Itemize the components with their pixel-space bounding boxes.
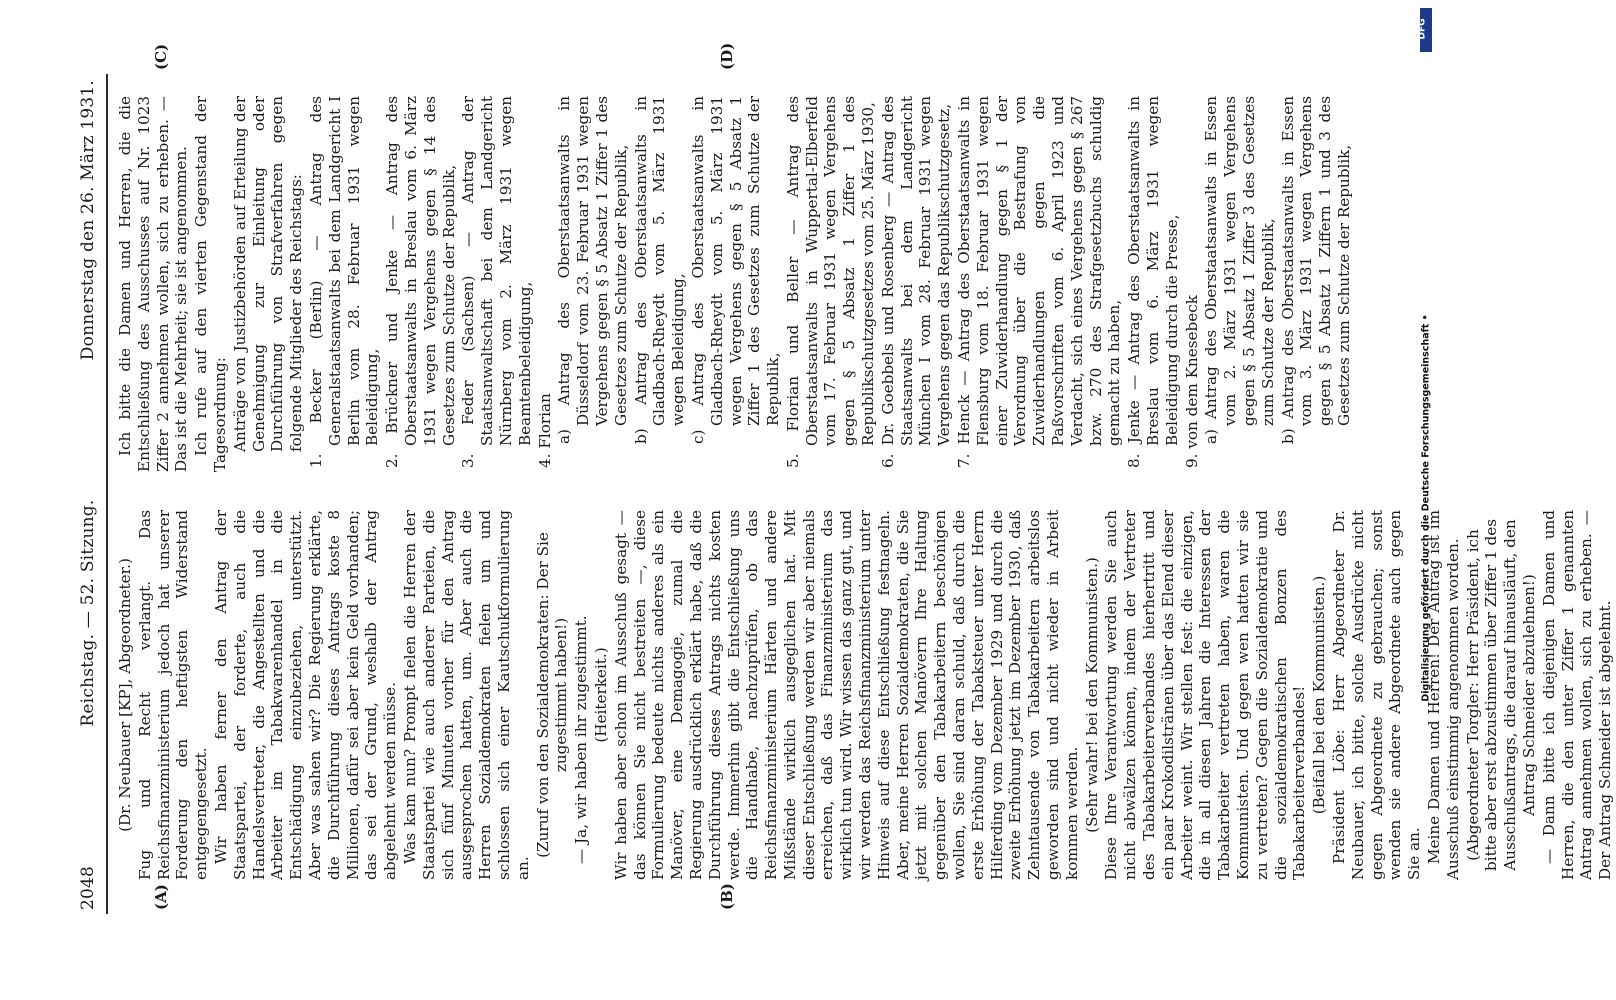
left-column-paragraph: Fug und Recht verlangt. Das Reichsfinanzministerium jedoch hat unserer Forderung den heftigsten Widerstand entgegengesetzt. [135,510,211,880]
right-column-paragraph: 8. Jenke — Antrag des Oberstaatsanwalts in Breslau vom 6. März 1931 wegen Beleidigung durch die Presse, [1125,96,1181,468]
right-column-paragraph: 5. Florian und Beller — Antrag des Oberstaatsanwalts in Wuppertal-Elberfeld vom 17. Februar 1931 wegen Vergehens gegen § 5 Absatz 1 Ziffer 1 des Republikschutzgesetzes vom 25. März 1930, [783,96,878,468]
left-column-paragraph: Wir haben aber schon im Ausschuß gesagt — das können Sie nicht bestreiten —, diese Formulierung bedeute nichts anderes als ein Manöver, eine Demagogie, zumal die Regierung ausdrücklich erklärt habe, daß die Durchführung dieses Antrags nichts kosten werde. Immerhin gibt die Entschließung uns die Handhabe, nachzuprüfen, ob das Reichsfinanzministerium Härten und andere Mißstände wirklich ausgeglichen hat. Mit dieser Entschließung werden wir aber niemals erreichen, daß das Finanzministerium das wirklich tun wird. Wir wissen das ganz gut, und wir werden das Reichsfinanzministerium unter Hinweis auf diese Entschließung festnageln. Aber, meine Herren Sozialdemokraten, die Sie jetzt mit solchen Manövern Ihre Haltung gegenüber den Tabakarbeitern beschönigen wollen, Sie sind daran schuld, daß durch die erste Erhöhung der Tabaksteuer unter Herrn Hilferding vom Dezember 1929 und durch die zweite Erhöhung jetzt im Dezember 1930, daß Zehntausende von Tabakarbeitern arbeitslos geworden sind und nicht wieder in Arbeit kommen werden. [611,510,1081,880]
right-column-paragraph: 6. Dr. Goebbels und Rosenberg — Antrag des Staatsanwalts bei dem Landgericht München I vom 28. Februar 1931 wegen Vergehens gegen das Republikschutzgesetz, [878,96,954,468]
left-column-paragraph: (Sehr wahr! bei den Kommunisten.) [1082,557,1101,833]
header-left-title: Reichstag. — 52. Sitzung. [78,499,98,727]
dfg-sidebar [1418,8,1434,998]
margin-letter-a: (A) [152,884,170,910]
left-column-paragraph: (Heiterkeit.) [591,647,610,743]
right-column [116,96,1355,472]
left-column-paragraph: — Dann bitte ich diejenigen Damen und Herren, die den unter Ziffer 1 genannten Antrag annehmen wollen, sich zu erheben. — Der Antrag Schneider ist abgelehnt. [1539,510,1615,880]
right-column-paragraph: 4. Florian [535,393,554,468]
right-column-paragraph: 3. Feder (Sachsen) — Antrag der Staatsanwaltschaft bei dem Landgericht Nürnberg vom 2. März 1931 wegen Beamtenbeleidigung, [459,96,534,468]
header-rule [106,74,108,914]
header-right-title: Donnerstag den 26. März 1931. [78,80,98,361]
right-column-paragraph: 7. Henck — Antrag des Oberstaatsanwalts in Flensburg vom 18. Februar 1931 wegen einer Zuwiderhandlung gegen § 1 der Verordnung über die Bestrafung von Zuwiderhandlungen gegen die Paßvorschriften vom 6. April 1923 und Verdacht, sich eines Vergehens gegen § 267 bzw. 270 des Strafgesetzbuchs schuldig gemacht zu haben, [955,96,1124,468]
left-column-paragraph: Meine Damen und Herren! Der Antrag ist im Ausschuß einstimmig angenommen worden. [1424,510,1462,880]
right-column-paragraph: Anträge von Justizbehörden auf Erteilung der Genehmigung zur Einleitung oder Durchführung von Strafverfahren gegen folgende Mitglieder des Reichstags: [230,96,306,452]
right-column-paragraph: b) Antrag des Oberstaatsanwalts in Gladbach-Rheydt vom 5. März 1931 wegen Beleidigung, [631,96,688,444]
left-column [116,510,1616,880]
dfg-logo [1417,8,1432,52]
right-column-paragraph: c) Antrag des Oberstaatsanwalts in Gladbach-Rheydt vom 5. März 1931 wegen Vergehens gegen § 5 Absatz 1 Ziffer 1 des Gesetzes zum Schutze der Republik, [688,96,783,444]
right-column-paragraph: Ich rufe auf den vierten Gegenstand der Tagesordnung: [192,96,229,472]
dfg-note-text: Digitalisierung gefördert durch die Deutsche Forschungsgemeinschaft • [1420,314,1432,702]
dfg-note [1419,58,1433,958]
right-column-paragraph: a) Antrag des Oberstaatsanwalts in Essen vom 2. März 1931 wegen Vergehens gegen § 5 Absatz 1 Ziffer 3 des Gesetzes zum Schutze der Republik, [1202,96,1277,444]
left-column-paragraph: — Ja, wir haben ihr zugestimmt. [572,615,591,864]
right-column-paragraph: 9. von dem Knesebeck [1182,295,1201,468]
right-column-paragraph: 2. Brückner und Jenke — Antrag des Oberstaatsanwalts in Breslau vom 6. März 1931 wegen Vergehens gegen § 14 des Gesetzes zum Schutze der Republik, [383,96,458,468]
dfg-logo-text: DFG [1417,18,1428,40]
left-column-paragraph: (Dr. Neubauer [KP], Abgeordneter.) [116,558,134,832]
margin-letter-c: (C) [152,43,170,70]
right-column-paragraph: a) Antrag des Oberstaatsanwalts in Düsseldorf vom 23. Februar 1931 wegen Vergehens gegen § 5 Absatz 1 Ziffer 1 des Gesetzes zum Schutze der Republik, [555,96,630,444]
right-column-paragraph: b) Antrag des Oberstaatsanwalts in Essen vom 3. März 1931 wegen Vergehens gegen § 5 Absatz 1 Ziffern 1 und 3 des Gesetzes zum Schutze der Republik, [1278,96,1353,444]
left-column-paragraph: Diese Ihre Verantwortung werden Sie auch nicht abwälzen können, indem der Vertreter des Tabakarbeiterverbandes hierhertritt und ein paar Krokodilstränen über das Elend dieser Arbeiter weint. Wir stellen fest: die einzigen, die in all diesen Jahren die Interessen der Tabakarbeiter vertreten haben, waren die Kommunisten. Und gegen wen hatten wir sie zu vertreten? Gegen die Sozialdemokratie und die sozialdemokratischen Bonzen des Tabakarbeiterverbandes! [1102,510,1309,880]
left-column-paragraph: (Beifall bei den Kommunisten.) [1310,575,1329,815]
left-column-paragraph: (Abgeordneter Torgler: Herr Präsident, ich bitte aber erst abzustimmen über Ziffer 1 des Ausschußantrags, die darauf hinausläuft, den Antrag Schneider abzulehnen!) [1463,519,1538,871]
left-column-paragraph: (Zuruf von den Sozialdemokraten: Der Sie zugestimmt haben!) [533,532,571,858]
right-column-paragraph: Ich bitte die Damen und Herren, die die Entschließung des Ausschusses auf Nr. 1023 Ziffer 2 annehmen wollen, sich zu erheben. — Das ist die Mehrheit; sie ist angenommen. [116,96,191,472]
left-column-paragraph: Wir haben ferner den Antrag der Staatspartei, der forderte, auch die Handelsvertreter, die Angestellten und die Arbeiter im Tabakwarenhandel in die Entschädigung einzubeziehen, unterstützt. Aber was sahen wir? Die Regierung erklärte, die Durchführung dieses Antrags koste 8 Millionen, dafür sei aber kein Geld vorhanden; das sei der Grund, weshalb der Antrag abgelehnt werden müsse. [211,510,400,880]
left-column-paragraph: Präsident Löbe: Herr Abgeordneter Dr. Neubauer, ich bitte, solche Ausdrücke nicht gegen Abgeordnete zu gebrauchen; sonst wenden sie andere Abgeordnete auch gegen Sie an. [1330,510,1424,880]
right-column-paragraph: 1. Becker (Berlin) — Antrag des Generalstaatsanwalts bei dem Landgericht I Berlin vom 28. Februar 1931 wegen Beleidigung, [306,96,382,468]
left-column-paragraph: Was kam nun? Prompt fielen die Herren der Staatspartei wie auch anderer Parteien, die sich fünf Minuten vorher für den Antrag ausgesprochen hatten, um. Aber auch die Herren Sozialdemokraten fielen um und schlossen sich einer Kautschukformulierung an. [400,510,532,880]
page-header [78,80,104,910]
margin-letter-d: (D) [718,42,736,70]
page-number: 2048 [78,865,98,910]
margin-letter-b: (B) [718,883,736,910]
